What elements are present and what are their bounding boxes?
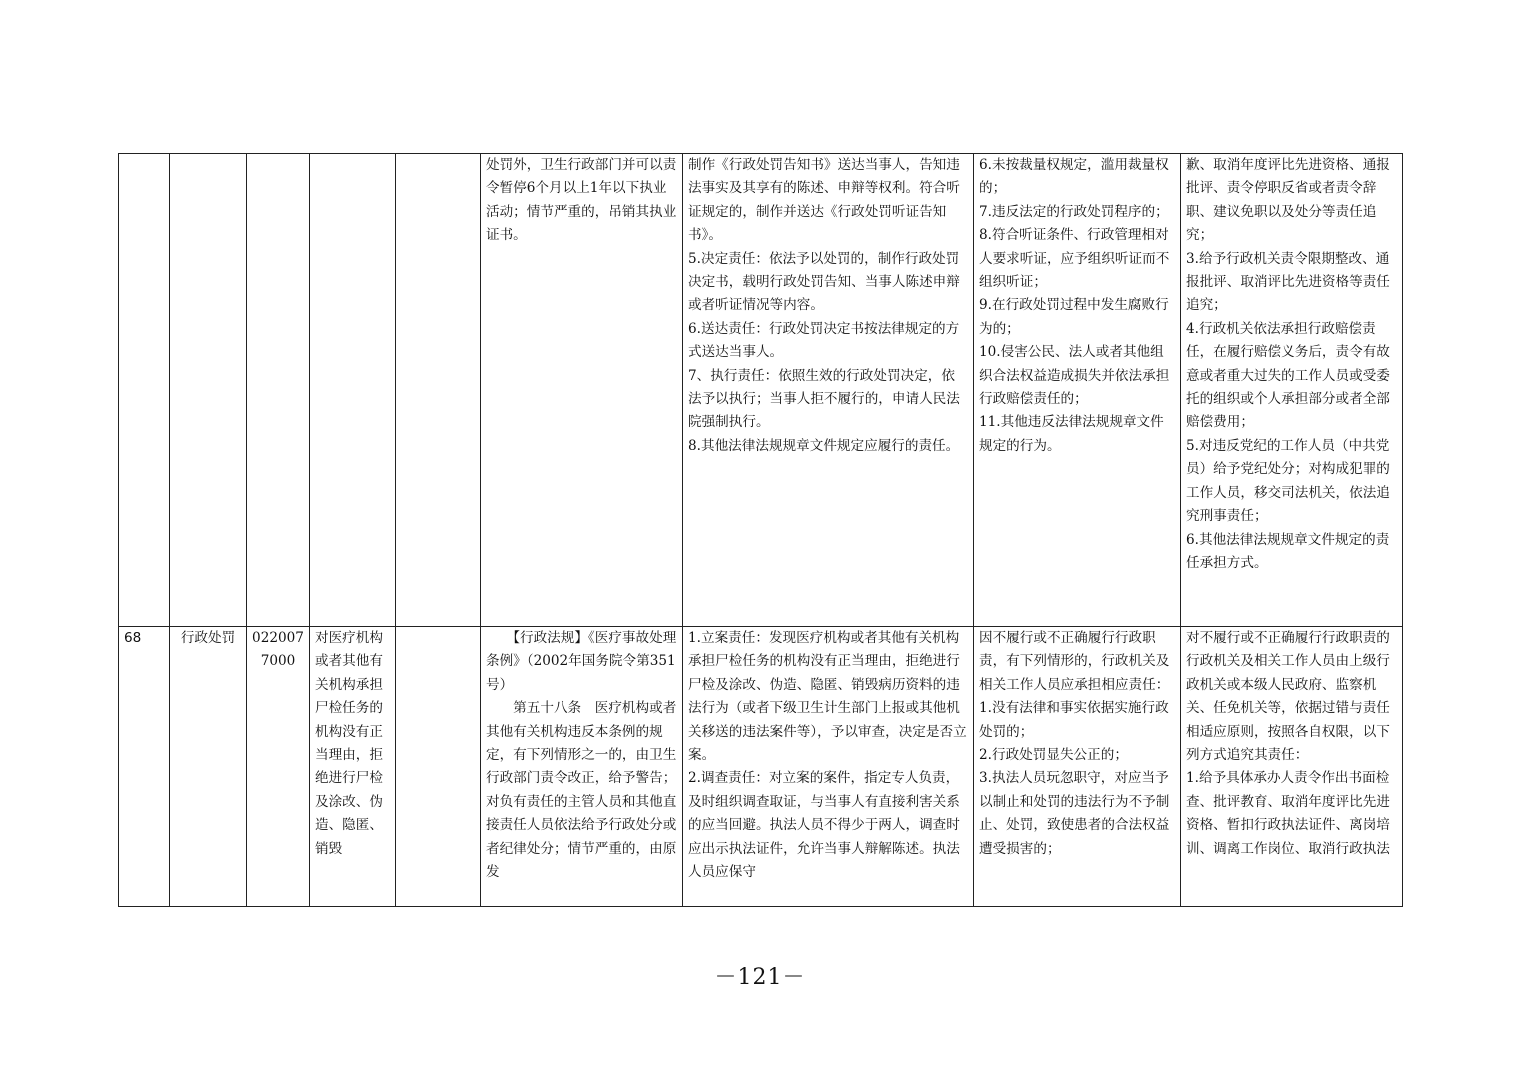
cell-duties: 1.立案责任：发现医疗机构或者其他有关机构承担尸检任务的机构没有正当理由，拒绝进行尸检及涂改、伪造、隐匿、销毁病历资料的违法行为（或者下级卫生计生部门上报或其他机关移送的违法案件等），予以审查，决定是否立案。 2.调查责任：对立案的案件，指定专人负责，及时组织调查取证，与当事人有直接利害关系的应当回避。执法人员不得少于两人，调查时应出示执法证件，允许当事人辩解陈述。执法人员应保守 — [683, 627, 974, 907]
cell-sub-item — [396, 154, 481, 627]
responsibility-table — [118, 153, 1403, 907]
table-row — [119, 154, 1403, 627]
cell-item-name: 对医疗机构或者其他有关机构承担尸检任务的机构没有正当理由，拒绝进行尸检及涂改、伪造、隐匿、销毁 — [310, 627, 396, 907]
cell-code — [247, 154, 310, 627]
cell-legal-basis: 【行政法规】《医疗事故处理条例》（2002年国务院令第351号） 第五十八条 医疗机构或者其他有关机构违反本条例的规定，有下列情形之一的，由卫生行政部门责令改正，给予警告；对负有责任的主管人员和其他直接责任人员依法给予行政处分或者纪律处分；情节严重的，由原发 — [481, 627, 683, 907]
table-row — [119, 627, 1403, 907]
cell-accountability: 对不履行或不正确履行行政职责的行政机关及相关工作人员由上级行政机关或本级人民政府、监察机关、任免机关等，依据过错与责任相适应原则，按照各自权限，以下列方式追究其责任： 1.给予具体承办人责令作出书面检查、批评教育、取消年度评比先进资格、暂扣行政执法证件、离岗培训、调离工作岗位、取消行政执法 — [1181, 627, 1403, 907]
cell-liability-cases: 6.未按裁量权规定，滥用裁量权的； 7.违反法定的行政处罚程序的； 8.符合听证条件、行政管理相对人要求听证，应予组织听证而不组织听证； 9.在行政处罚过程中发生腐败行为的； 10.侵害公民、法人或者其他组织合法权益造成损失并依法承担行政赔偿责任的； 11.其他违反法律法规规章文件规定的行为。 — [974, 154, 1181, 627]
cell-index: 68 — [119, 627, 170, 907]
cell-duties: 制作《行政处罚告知书》送达当事人，告知违法事实及其享有的陈述、申辩等权利。符合听证规定的，制作并送达《行政处罚听证告知书》。 5.决定责任：依法予以处罚的，制作行政处罚决定书，载明行政处罚告知、当事人陈述申辩或者听证情况等内容。 6.送达责任：行政处罚决定书按法律规定的方式送达当事人。 7、执行责任：依照生效的行政处罚决定，依法予以执行；当事人拒不履行的，申请人民法院强制执行。 8.其他法律法规规章文件规定应履行的责任。 — [683, 154, 974, 627]
cell-sub-item — [396, 627, 481, 907]
cell-index — [119, 154, 170, 627]
page-number: －121－ — [714, 965, 806, 990]
cell-item-name — [310, 154, 396, 627]
cell-code: 0220077000 — [247, 627, 310, 907]
cell-category: 行政处罚 — [170, 627, 247, 907]
cell-liability-cases: 因不履行或不正确履行行政职责，有下列情形的，行政机关及相关工作人员应承担相应责任： 1.没有法律和事实依据实施行政处罚的； 2.行政处罚显失公正的； 3.执法人员玩忽职守，对应当予以制止和处罚的违法行为不予制止、处罚，致使患者的合法权益遭受损害的； — [974, 627, 1181, 907]
cell-accountability: 歉、取消年度评比先进资格、通报批评、责令停职反省或者责令辞职、建议免职以及处分等责任追究； 3.给予行政机关责令限期整改、通报批评、取消评比先进资格等责任追究； 4.行政机关依法承担行政赔偿责任，在履行赔偿义务后，责令有故意或者重大过失的工作人员或受委托的组织或个人承担部分或者全部赔偿费用； 5.对违反党纪的工作人员（中共党员）给予党纪处分；对构成犯罪的工作人员，移交司法机关，依法追究刑事责任； 6.其他法律法规规章文件规定的责任承担方式。 — [1181, 154, 1403, 627]
cell-legal-basis: 处罚外，卫生行政部门并可以责令暂停6个月以上1年以下执业活动；情节严重的，吊销其执业证书。 — [481, 154, 683, 627]
cell-category — [170, 154, 247, 627]
